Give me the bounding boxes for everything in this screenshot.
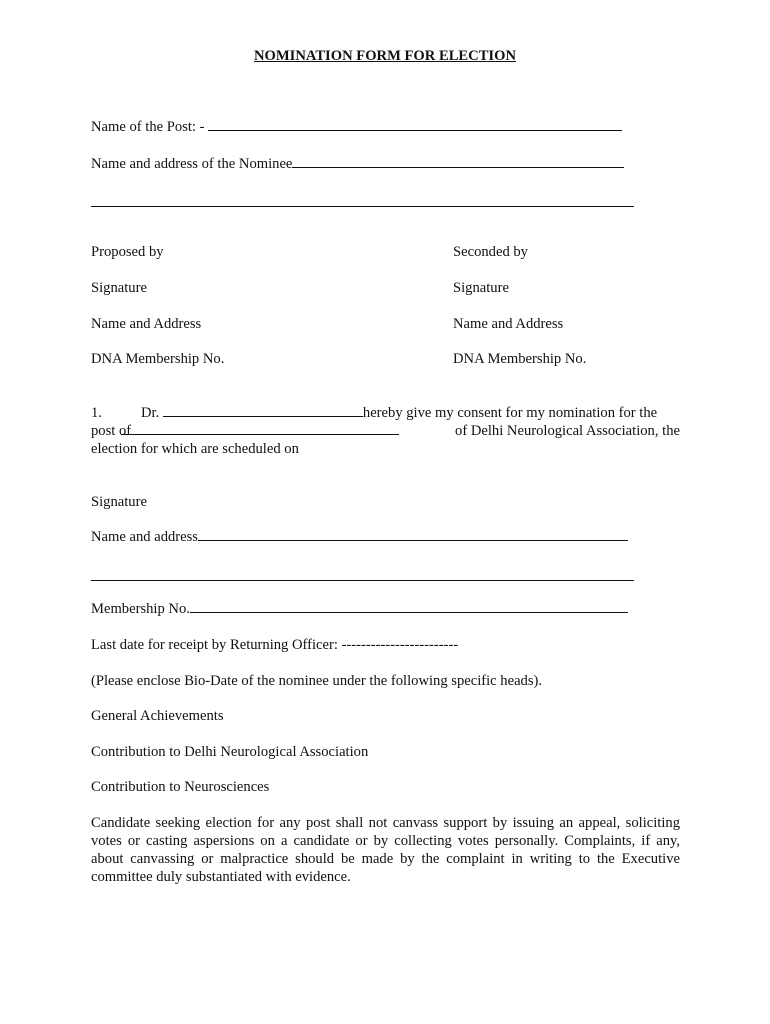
consent-post-line[interactable] xyxy=(121,422,399,435)
name-address-field xyxy=(91,528,628,546)
seconder-signature-label: Signature xyxy=(453,280,509,296)
proposer-name-address-label: Name and Address xyxy=(91,316,202,332)
form-title: NOMINATION FORM FOR ELECTION xyxy=(253,48,517,64)
consent-line-1 xyxy=(141,404,657,422)
last-date-text: Last date for receipt by Returning Officer: ------------------------ xyxy=(91,637,459,653)
nominee-input-line[interactable] xyxy=(292,155,624,168)
post-input-line[interactable] xyxy=(208,118,622,131)
doctor-name-line[interactable] xyxy=(163,404,363,417)
consent-post-of-label: post of xyxy=(91,423,132,439)
proposer-heading: Proposed by xyxy=(91,244,164,260)
seconder-name-address-label: Name and Address xyxy=(453,316,564,332)
name-address-input-line[interactable] xyxy=(198,528,628,541)
consent-line-2 xyxy=(91,422,680,440)
address-continuation-line[interactable] xyxy=(91,580,634,581)
consent-number: 1. xyxy=(91,405,102,421)
membership-input-line[interactable] xyxy=(190,600,628,613)
proposer-membership-label: DNA Membership No. xyxy=(91,351,225,367)
bio-note: (Please enclose Bio-Date of the nominee under the following specific heads). xyxy=(91,673,543,689)
proposer-signature-label: Signature xyxy=(91,280,147,296)
consent-text-a: hereby give my consent for my nomination for the xyxy=(362,405,658,421)
membership-label: Membership No. xyxy=(91,601,190,617)
consent-dr-label: Dr. xyxy=(141,405,160,421)
election-rules-paragraph: Candidate seeking election for any post shall not canvass support by issuing an appeal, soliciting votes or casting aspersions on a candidate or by collecting votes personally. Complaints, if any, about canvassing or malpractice should be made by the complaint in writing to the Executive committee duly substantiated with evidence. xyxy=(91,815,680,885)
head-contribution-neurosciences: Contribution to Neurosciences xyxy=(91,779,270,795)
nominee-address-line[interactable] xyxy=(91,206,634,207)
nominee-signature-label: Signature xyxy=(91,494,147,510)
head-general-achievements: General Achievements xyxy=(91,708,224,724)
post-label: Name of the Post: - xyxy=(91,119,205,135)
nominee-label: Name and address of the Nominee xyxy=(91,156,293,172)
consent-text-b: of Delhi Neurological Association, the xyxy=(455,423,680,439)
consent-text-c: election for which are scheduled on xyxy=(91,441,299,457)
seconder-heading: Seconded by xyxy=(453,244,528,260)
head-contribution-dna: Contribution to Delhi Neurological Association xyxy=(91,744,369,760)
name-address-label: Name and address xyxy=(91,529,198,545)
seconder-membership-label: DNA Membership No. xyxy=(453,351,587,367)
nominee-field xyxy=(91,155,624,173)
membership-field xyxy=(91,600,628,618)
post-field xyxy=(91,118,622,136)
